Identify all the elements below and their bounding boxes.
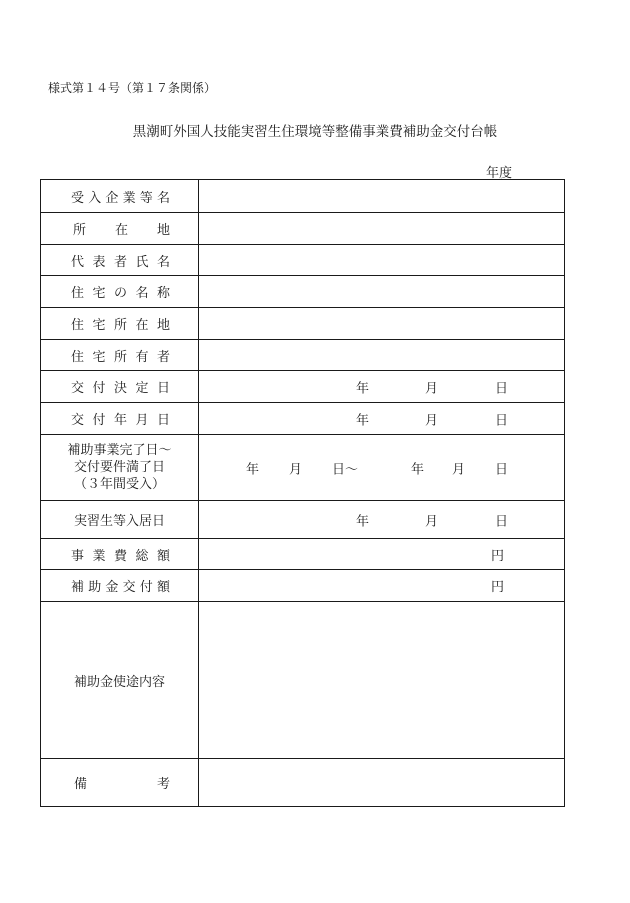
label-company-name bbox=[41, 180, 199, 213]
table-row bbox=[41, 570, 565, 602]
label-char: 在 bbox=[135, 318, 149, 333]
table-row bbox=[41, 213, 565, 245]
value-housing-owner[interactable] bbox=[199, 340, 565, 371]
to-day-unit: 日 bbox=[495, 462, 509, 477]
fiscal-year-label: 年度 bbox=[486, 166, 513, 181]
table-row bbox=[41, 308, 565, 340]
value-subsidy-amount[interactable]: 円 bbox=[199, 570, 565, 602]
label-subsidy-amount bbox=[41, 570, 199, 602]
label-char: 業 bbox=[122, 190, 136, 206]
label-char: 交 bbox=[71, 413, 85, 428]
label-char: 付 bbox=[139, 580, 153, 595]
label-decision-date bbox=[41, 371, 199, 403]
value-completion-period[interactable] bbox=[199, 435, 565, 501]
label-char: 住 bbox=[71, 318, 85, 333]
label-housing-name bbox=[41, 276, 199, 308]
label-char: 地 bbox=[156, 318, 170, 333]
label-char: 表 bbox=[92, 254, 106, 270]
table-row bbox=[41, 435, 565, 501]
from-month-unit: 月 bbox=[289, 462, 303, 477]
value-grant-date[interactable] bbox=[199, 403, 565, 435]
table-row bbox=[41, 403, 565, 435]
value-subsidy-usage[interactable] bbox=[199, 602, 565, 759]
value-total-project-cost[interactable]: 円 bbox=[199, 539, 565, 570]
label-char: 補 bbox=[71, 580, 85, 595]
label-address bbox=[41, 213, 199, 245]
ledger-table bbox=[40, 179, 565, 807]
label-char: 業 bbox=[92, 548, 106, 564]
table-row bbox=[41, 340, 565, 371]
from-day-unit: 日～ bbox=[332, 462, 359, 477]
label-char: 氏 bbox=[135, 254, 149, 270]
label-char: 等 bbox=[139, 190, 153, 206]
label-subsidy-usage: 補助金使途内容 bbox=[41, 602, 199, 759]
value-decision-date[interactable] bbox=[199, 371, 565, 403]
day-unit: 日 bbox=[495, 381, 509, 396]
label-char: 費 bbox=[113, 548, 127, 564]
table-row bbox=[41, 501, 565, 539]
label-char: 宅 bbox=[92, 286, 106, 301]
label-char: 称 bbox=[156, 286, 170, 301]
label-line: 補助事業完了日～ bbox=[67, 443, 172, 458]
form-number: 様式第１４号（第１７条関係） bbox=[48, 81, 217, 95]
label-grant-date bbox=[41, 403, 199, 435]
label-char: 所 bbox=[113, 318, 127, 333]
label-char: 入 bbox=[88, 190, 102, 206]
label-char: 企 bbox=[105, 190, 119, 206]
label-char: 在 bbox=[114, 223, 128, 238]
label-char: 者 bbox=[156, 349, 170, 365]
table-row bbox=[41, 759, 565, 807]
value-housing-name[interactable] bbox=[199, 276, 565, 308]
day-unit: 日 bbox=[495, 514, 509, 529]
label-char: 金 bbox=[105, 580, 119, 595]
month-unit: 月 bbox=[425, 381, 439, 396]
table-row bbox=[41, 371, 565, 403]
table-row bbox=[41, 180, 565, 213]
label-char: 事 bbox=[71, 548, 85, 564]
table-row bbox=[41, 602, 565, 759]
label-housing-owner bbox=[41, 340, 199, 371]
label-char: 付 bbox=[92, 413, 106, 428]
label-move-in-date: 実習生等入居日 bbox=[41, 501, 199, 539]
year-unit: 年 bbox=[356, 413, 370, 428]
from-year-unit: 年 bbox=[246, 462, 260, 477]
label-housing-address bbox=[41, 308, 199, 340]
label-char: 考 bbox=[156, 777, 170, 792]
label-char: 月 bbox=[135, 413, 149, 428]
value-remarks[interactable] bbox=[199, 759, 565, 807]
label-char: 住 bbox=[71, 349, 85, 365]
label-char: 付 bbox=[92, 381, 106, 396]
label-char: 総 bbox=[135, 548, 149, 564]
value-company-name[interactable] bbox=[199, 180, 565, 213]
value-housing-address[interactable] bbox=[199, 308, 565, 340]
label-char: 有 bbox=[135, 349, 149, 365]
label-line: （３年間受入） bbox=[73, 477, 165, 492]
label-char: 定 bbox=[135, 381, 149, 396]
label-char: 名 bbox=[156, 254, 170, 270]
label-char: 助 bbox=[88, 580, 102, 595]
label-char: 日 bbox=[156, 381, 170, 396]
to-year-unit: 年 bbox=[411, 462, 425, 477]
day-unit: 日 bbox=[495, 413, 509, 428]
year-unit: 年 bbox=[356, 381, 370, 396]
label-char: 交 bbox=[122, 580, 136, 595]
label-line: 交付要件満了日 bbox=[73, 460, 165, 475]
label-remarks bbox=[41, 759, 199, 807]
label-char: 地 bbox=[156, 223, 170, 238]
label-char: 所 bbox=[113, 349, 127, 365]
label-char: 宅 bbox=[92, 349, 106, 365]
month-unit: 月 bbox=[425, 514, 439, 529]
label-char: の bbox=[113, 286, 127, 301]
label-char: 交 bbox=[71, 381, 85, 396]
to-month-unit: 月 bbox=[452, 462, 466, 477]
label-char: 決 bbox=[113, 381, 127, 396]
value-address[interactable] bbox=[199, 213, 565, 245]
table-row bbox=[41, 276, 565, 308]
label-representative bbox=[41, 245, 199, 276]
label-char: 額 bbox=[156, 548, 170, 564]
document-title: 黒潮町外国人技能実習生住環境等整備事業費補助金交付台帳 bbox=[132, 124, 498, 140]
label-char: 備 bbox=[74, 777, 88, 792]
value-move-in-date[interactable] bbox=[199, 501, 565, 539]
label-char: 住 bbox=[71, 286, 85, 301]
label-char: 代 bbox=[71, 254, 85, 270]
label-char: 額 bbox=[156, 580, 170, 595]
label-char: 名 bbox=[156, 190, 170, 206]
label-completion-period bbox=[41, 435, 199, 501]
table-row bbox=[41, 539, 565, 570]
value-representative[interactable] bbox=[199, 245, 565, 276]
label-char: 年 bbox=[113, 413, 127, 428]
label-char: 者 bbox=[113, 254, 127, 270]
label-char: 日 bbox=[156, 413, 170, 428]
label-char: 名 bbox=[135, 286, 149, 301]
year-unit: 年 bbox=[356, 514, 370, 529]
label-char: 所 bbox=[73, 223, 87, 238]
label-char: 宅 bbox=[92, 318, 106, 333]
label-char: 受 bbox=[71, 190, 85, 206]
label-total-project-cost bbox=[41, 539, 199, 570]
table-row bbox=[41, 245, 565, 276]
month-unit: 月 bbox=[425, 413, 439, 428]
